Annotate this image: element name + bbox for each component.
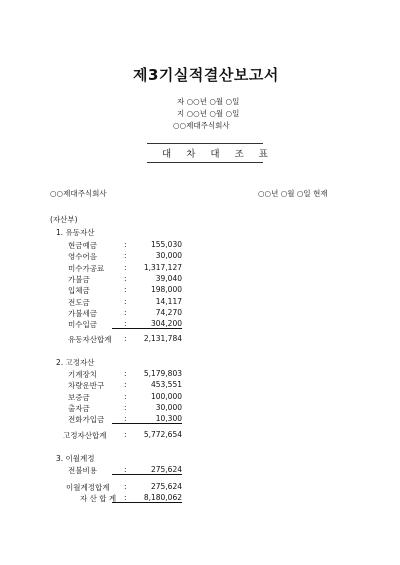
colon-mark: : [124, 285, 127, 295]
colon-mark: : [124, 430, 127, 439]
report-title: 제3기실적결산보고서 [133, 66, 279, 84]
period-from: 자 ○○년 ○월 ○일 [177, 97, 240, 106]
line-item-amount: 304,200 [112, 319, 182, 329]
colon-mark: : [124, 369, 127, 378]
line-item-amount: 155,030 [150, 240, 182, 249]
colon-mark: : [124, 251, 127, 261]
period-to: 지 ○○년 ○월 ○일 [177, 109, 240, 118]
group-total-amount: 5,772,654 [143, 430, 182, 439]
line-item-amount: 453,551 [150, 380, 182, 390]
line-item-label: 보증금 [68, 392, 90, 402]
group-heading: 3. 이월계정 [56, 454, 95, 463]
line-item-label: 차량운반구 [68, 381, 105, 391]
colon-mark: : [124, 262, 127, 272]
line-item-label: 전화가입금 [68, 415, 105, 425]
line-item-amount: 100,000 [150, 391, 182, 401]
line-item-amount: 198,000 [150, 285, 182, 295]
colon-mark: : [124, 414, 127, 424]
group-total-amount: 275,624 [150, 482, 182, 491]
line-item-label: 미수가공료 [68, 263, 105, 273]
company-name: ○○제대주식회사 [50, 189, 107, 198]
colon-mark: : [124, 465, 127, 474]
subtitle-rule-bottom [147, 162, 263, 163]
line-item-amount: 5,179,803 [143, 369, 182, 378]
line-item-amount: 39,040 [155, 273, 182, 283]
line-item-label: 미수입금 [68, 320, 97, 330]
line-item-amount: 1,317,127 [143, 262, 182, 272]
statement-title: 대 차 대 조 표 [162, 149, 274, 160]
colon-mark: : [124, 240, 127, 249]
group-total-label: 유동자산합계 [68, 335, 112, 344]
line-item-label: 출자금 [68, 403, 90, 413]
colon-mark: : [124, 391, 127, 401]
line-item-label: 가불금 [68, 274, 90, 284]
line-item-label: 전불비용 [68, 466, 97, 475]
line-item-amount: 275,624 [112, 465, 182, 475]
line-item-amount: 74,270 [155, 307, 182, 317]
group-total-amount: 2,131,784 [143, 334, 182, 343]
colon-mark: : [124, 402, 127, 412]
colon-mark: : [124, 482, 127, 491]
line-item-label: 가불세금 [68, 308, 97, 318]
group-heading: 1. 유동자산 [56, 228, 95, 237]
colon-mark: : [124, 273, 127, 283]
line-item-label: 전도금 [68, 297, 90, 307]
grand-total-label: 자 산 합 계 [80, 494, 117, 503]
line-item-label: 영수어음 [68, 252, 97, 262]
line-item-amount: 30,000 [155, 251, 182, 261]
as-of-date: ○○년 ○월 ○일 현재 [258, 189, 328, 198]
line-item-label: 현금예금 [68, 241, 97, 250]
line-item-amount: 30,000 [155, 402, 182, 412]
line-item-amount: 10,300 [112, 414, 182, 424]
group-total-label: 고정자산합계 [63, 431, 107, 440]
line-item-label: 기계장치 [68, 370, 97, 379]
subtitle-rule-top [147, 143, 263, 144]
group-total-label: 이월계정합계 [66, 483, 110, 492]
colon-mark: : [124, 334, 127, 343]
colon-mark: : [124, 380, 127, 390]
grand-total-amount: 8,180,062 [112, 493, 182, 503]
colon-mark: : [124, 493, 127, 502]
colon-mark: : [124, 319, 127, 329]
line-item-label: 입체금 [68, 286, 90, 296]
colon-mark: : [124, 296, 127, 306]
section-label: (자산부) [50, 215, 78, 224]
colon-mark: : [124, 307, 127, 317]
company-header: ○○제대주식회사 [173, 121, 230, 130]
line-item-amount: 14,117 [155, 296, 182, 306]
group-heading: 2. 고정자산 [56, 358, 95, 367]
